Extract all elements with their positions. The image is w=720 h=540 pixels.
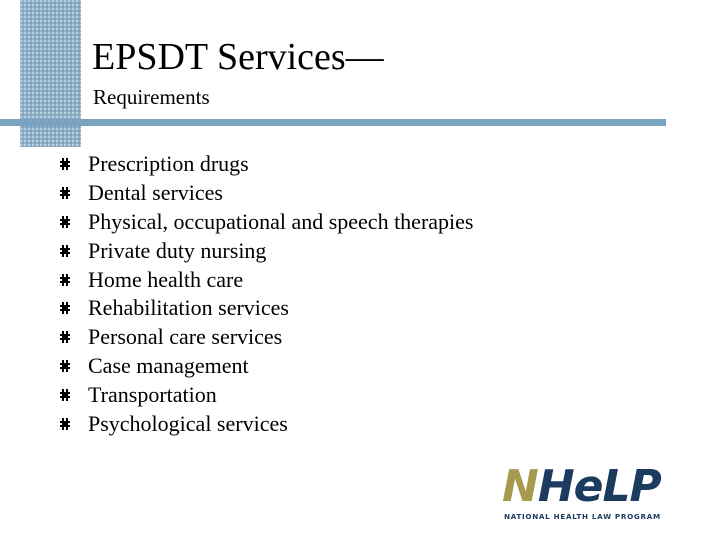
list-item-label: Prescription drugs (88, 151, 249, 177)
list-item (60, 380, 473, 409)
list-item-label: Private duty nursing (88, 237, 267, 263)
title-underline-rule (0, 119, 666, 126)
logo-letters: HeLP (537, 461, 661, 512)
list-item (60, 179, 473, 208)
hash-square-bullet-icon (60, 331, 70, 343)
slide-subtitle: Requirements (93, 85, 210, 109)
list-item-label: Case management (88, 352, 249, 378)
requirements-list (60, 150, 473, 438)
list-item (60, 352, 473, 381)
hash-square-bullet-icon (60, 302, 70, 314)
list-item-label: Dental services (88, 180, 223, 206)
list-item (60, 265, 473, 294)
list-item (60, 150, 473, 179)
logo-wordmark (502, 461, 661, 512)
slide-title: EPSDT Services— (92, 36, 384, 78)
list-item-label: Rehabilitation services (88, 295, 289, 321)
list-item (60, 208, 473, 237)
list-item (60, 409, 473, 438)
list-item (60, 294, 473, 323)
hash-square-bullet-icon (60, 245, 70, 257)
hash-square-bullet-icon (60, 158, 70, 170)
list-item (60, 236, 473, 265)
hash-square-bullet-icon (60, 187, 70, 199)
list-item-label: Physical, occupational and speech therapies (88, 208, 474, 234)
hash-square-bullet-icon (60, 389, 70, 401)
list-item-label: Psychological services (88, 410, 288, 436)
list-item-label: Personal care services (88, 324, 283, 350)
hash-square-bullet-icon (60, 216, 70, 228)
hash-square-bullet-icon (60, 360, 70, 372)
list-item-label: Home health care (88, 266, 244, 292)
list-item (60, 323, 473, 352)
nhelp-logo (502, 461, 702, 523)
hash-square-bullet-icon (60, 274, 70, 286)
list-item-label: Transportation (88, 381, 217, 407)
logo-initial: N (502, 461, 538, 512)
hash-square-bullet-icon (60, 418, 70, 430)
logo-tagline: NATIONAL HEALTH LAW PROGRAM (504, 512, 661, 521)
